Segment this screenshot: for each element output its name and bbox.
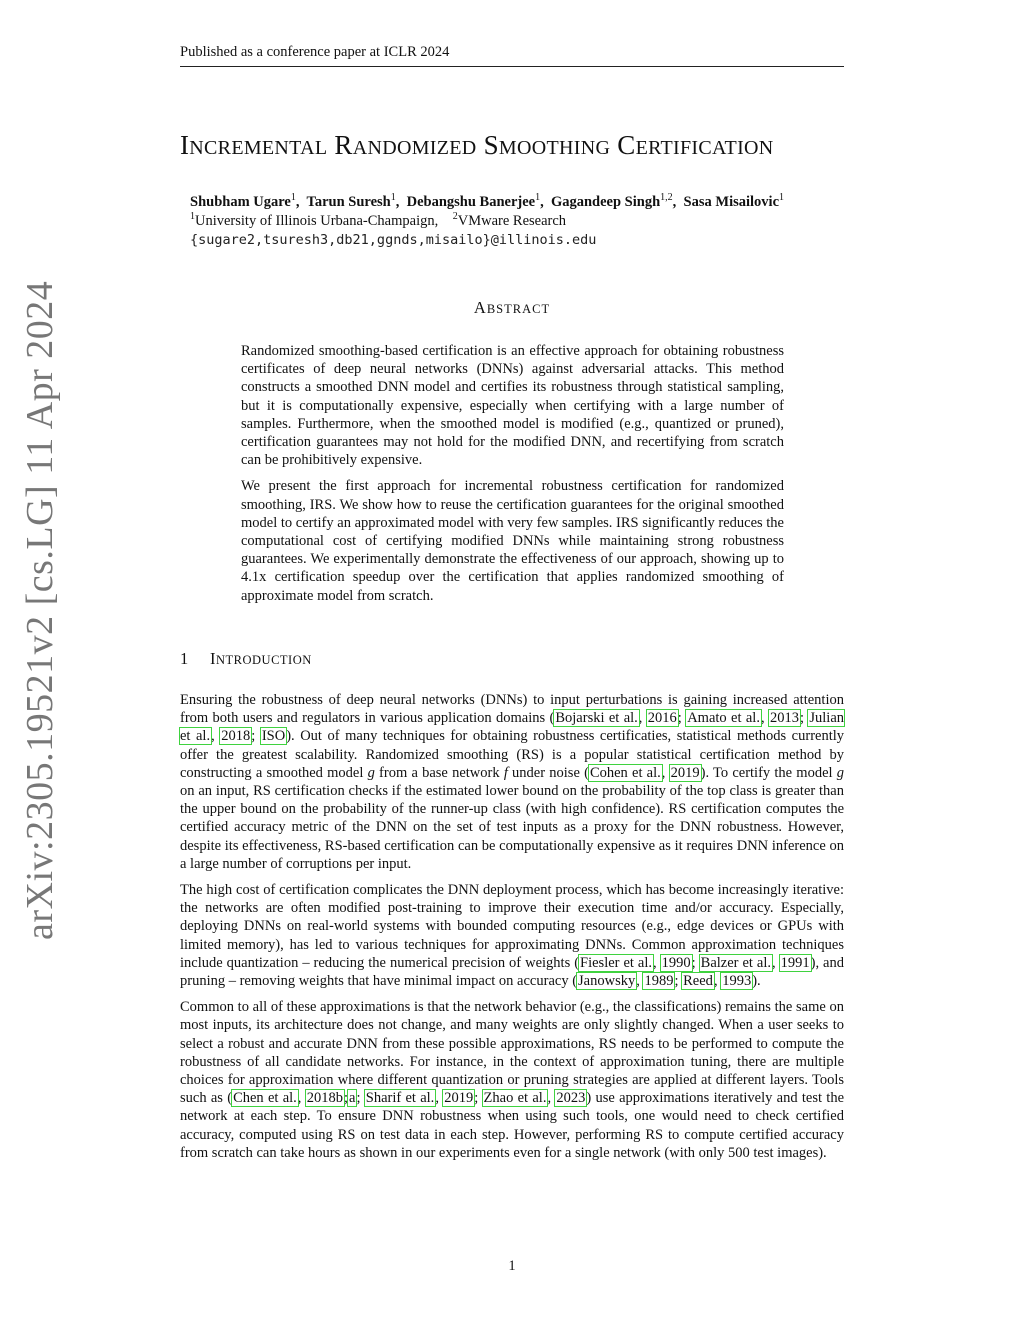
citation-link[interactable]: 2018b — [306, 1090, 343, 1107]
body-paragraph: Common to all of these approximations is that the network behavior (e.g., the classifications) remains the same on most inputs, its architecture does not change, and many weights are only slightly changed. When a user seeks to select a robust and accurate DNN from these possible approximations, RS needs to be performed to compute the robustness of all candidate networks. For instance, in the context of approximation tuning, there are multiple choices for approximation where different quantization or pruning strategies are applied at different layers. Tools such as (Chen et al., 2018b;a; Sharif et al., 2019; Zhao et al., 2023) use approximations iteratively and test the network at each step. To ensure DNN robustness when using such tools, one would need to check certified accuracy, computed using RS on test data in each step. However, performing RS to compute certified accuracy from scratch can take hours as shown in our experiments even for a single network (with only 500 test images). — [180, 999, 845, 1161]
author-name: Sasa Misailovic — [683, 193, 780, 210]
citation-link[interactable]: Balzer et al. — [700, 954, 772, 971]
citation-link[interactable]: 1993 — [722, 973, 752, 990]
citation-link[interactable]: Fiesler et al. — [580, 954, 653, 971]
author-name: Tarun Suresh — [306, 193, 391, 210]
introduction-body — [180, 691, 844, 1170]
abstract-paragraph: Randomized smoothing-based certification is an effective approach for obtaining robustness certificates of deep neural networks (DNNs) against adversarial attacks. This method constructs a smoothed DNN model and certifies its robustness through statistical sampling, but it is computationally expensive, especially when certifying with a large number of samples. Furthermore, when the smoothed model is modified (e.g., quantized or pruned), certification guarantees may not hold for the modified DNN, and recertifying from scratch can be prohibitively expensive. — [241, 343, 784, 469]
running-header: Published as a conference paper at ICLR 2024 — [180, 44, 844, 67]
author-name: Shubham Ugare — [190, 193, 291, 210]
author-name: Gagandeep Singh — [550, 193, 661, 210]
abstract — [241, 342, 784, 613]
citation-link[interactable]: Sharif et al. — [365, 1090, 435, 1107]
citation-link[interactable]: Cohen et al. — [589, 764, 661, 781]
citation-link[interactable]: a — [349, 1090, 356, 1107]
author-name: Debangshu Banerjee — [406, 193, 536, 210]
affiliations: $^1$University of Illinois Urbana-Champaign, $^2$VMware Research — [190, 211, 567, 229]
citation-link[interactable]: 2023 — [556, 1090, 586, 1107]
citation-link[interactable]: Julian et al. — [180, 710, 845, 745]
citation-link[interactable]: 2013 — [769, 710, 799, 727]
page-number: 1 — [508, 1258, 516, 1274]
citation-link[interactable]: Bojarski et al. — [555, 710, 638, 727]
citation-link[interactable]: Reed — [683, 973, 713, 990]
citation-link[interactable]: Zhao et al. — [483, 1090, 547, 1107]
body-paragraph: The high cost of certification complicates the DNN deployment process, which has become increasingly iterative: the networks are often modified post-training to improve their execution time and/or accuracy. Especially, deploying DNNs on real-world systems with bounded computing resources (e.g., edge devices or GPUs with limited memory), has led to various techniques for approximating DNNs. Common approximation techniques include quantization – reducing the numerical precision of weights (Fiesler et al., 1990; Balzer et al., 1991), and pruning – removing weights that have minimal impact on accuracy (Janowsky, 1989; Reed, 1993). — [180, 882, 844, 990]
citation-link[interactable]: 2019 — [444, 1090, 474, 1107]
abstract-heading: ABSTRACT — [473, 298, 551, 317]
abstract-paragraph: We present the first approach for incremental robustness certification for randomized smoothing, IRS. We show how to reuse the certification guarantees for the original smoothed model to certify an approximated model with very few samples. IRS significantly reduces the computational cost of certifying modified DNNs while maintaining strong robustness guarantees. We experimentally demonstrate the effectiveness of our approach, showing up to 4.1x certification speedup over the certification that applies randomized smoothing of approximate model from scratch. — [241, 478, 784, 604]
citation-link[interactable]: Chen et al. — [233, 1090, 297, 1107]
author-emails[interactable]: {sugare2,tsuresh3,db21,ggnds,misailo}@illinois.edu — [190, 232, 597, 248]
citation-link[interactable]: Janowsky — [578, 973, 636, 990]
citation-link[interactable]: 1990 — [661, 954, 691, 971]
citation-link[interactable]: 2019 — [670, 764, 700, 781]
citation-link[interactable]: 2018 — [221, 728, 251, 745]
body-paragraph: Ensuring the robustness of deep neural networks (DNNs) to input perturbations is gaining increased attention from both users and regulators in various application domains (Bojarski et al., 2016; Amato et al., 2013; Julian et al., 2018; ISO). Out of many techniques for obtaining robustness certificaties, statistical methods currently offer the greatest scalability. Randomized smoothing (RS) is a popular statistical certification method by constructing a smoothed model g from a base network f under noise (Cohen et al., 2019). To certify the model g on an input, RS certification checks if the estimated lower bound on the probability of the top class is greater than the upper bound on the probability of the runner-up class (with high confidence). RS certification computes the certified accuracy metric of the DNN on the set of test inputs as a proxy for the DNN robustness. However, despite its effectiveness, RS-based certification can be computationally expensive as it requires DNN inference on a large number of corruptions per input. — [180, 692, 845, 872]
citation-link[interactable]: ISO — [261, 728, 286, 745]
section-heading: 1 INTRODUCTION — [180, 649, 312, 668]
author-list: Shubham Ugare$^1$, Tarun Suresh$^1$, Debangshu Banerjee$^1$, Gagandeep Singh$^{1,2}$, Sasa Misailovic$^1$ — [190, 192, 785, 210]
citation-link[interactable]: 1989 — [644, 973, 674, 990]
citation-link[interactable]: Amato et al. — [687, 710, 760, 727]
citation-link[interactable]: 2016 — [647, 710, 677, 727]
paper-title: INCREMENTAL RANDOMIZED SMOOTHING CERTIFICATION — [180, 130, 774, 160]
citation-link[interactable]: 1991 — [780, 954, 810, 971]
arxiv-stamp: arXiv:2305.19521v2 [cs.LG] 11 Apr 2024 — [19, 280, 61, 940]
